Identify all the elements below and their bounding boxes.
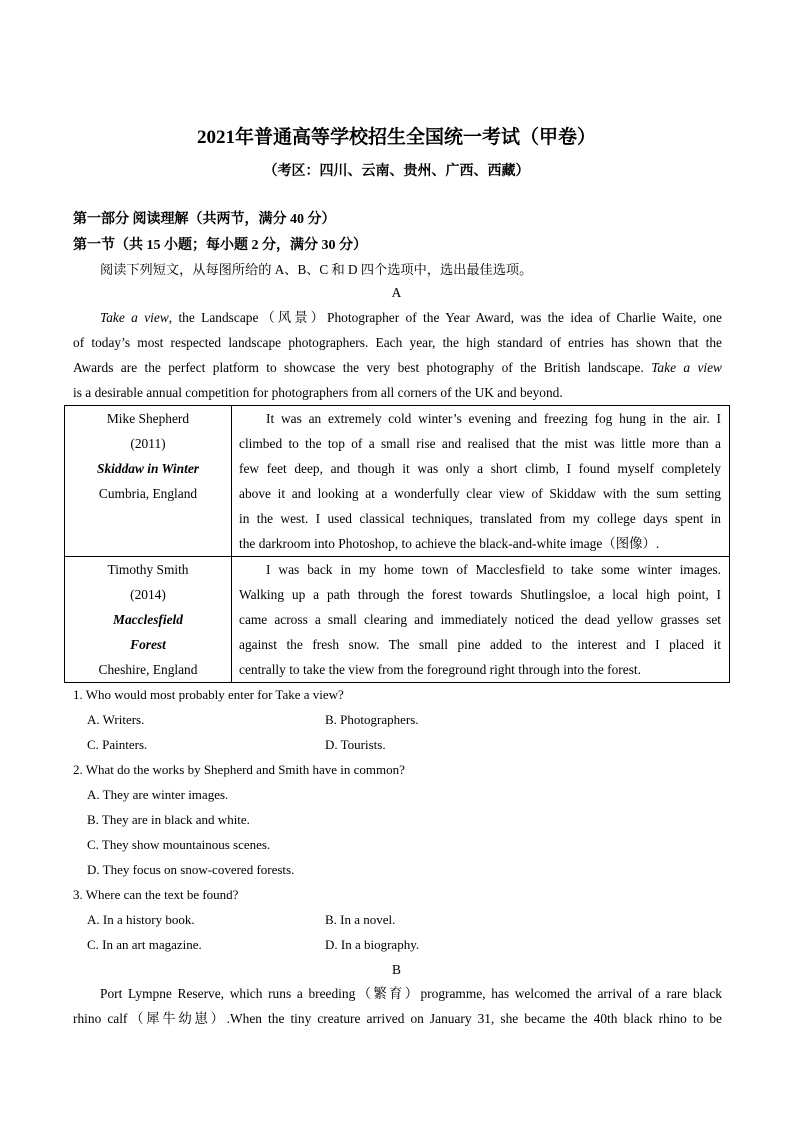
entry-text-line: above it and looking at a wonderfully clear view of Skiddaw with the sum setting xyxy=(239,486,721,501)
question-3-option-a[interactable]: A. In a history book. xyxy=(87,912,195,927)
work-title: Skiddaw in Winter xyxy=(97,461,199,476)
entry-text-line: It was an extremely cold winter’s evening and freezing fog hung in the air. I xyxy=(266,411,721,426)
work-title: Macclesfield xyxy=(113,612,183,627)
question-1-option-c[interactable]: C. Painters. xyxy=(87,737,148,752)
question-3-stem: 3. Where can the text be found? xyxy=(73,887,239,902)
question-2-option-c[interactable]: C. They show mountainous scenes. xyxy=(87,837,271,852)
passage-a-intro xyxy=(73,305,722,405)
photographer-name: Timothy Smith xyxy=(107,562,189,577)
photographer-name: Mike Shepherd xyxy=(106,411,190,426)
entry-text-line: against the fresh snow. The small pine added to the interest and I placed it xyxy=(239,637,721,652)
question-1-stem: 1. Who would most probably enter for Take a view? xyxy=(73,687,344,702)
entry-text-line: I was back in my home town of Macclesfield to take some winter images. xyxy=(266,562,721,577)
question-2-stem: 2. What do the works by Shepherd and Smith have in common? xyxy=(73,762,405,777)
question-1-option-d[interactable]: D. Tourists. xyxy=(325,737,386,752)
question-1-option-a[interactable]: A. Writers. xyxy=(87,712,145,727)
award-entries-table xyxy=(64,405,730,683)
intro-line-1-text: Take a view, the Landscape（风景）Photographer of the Year Award, was the idea of Charlie Waite, one xyxy=(100,310,722,325)
intro-line-4: is a desirable annual competition for photographers from all corners of the UK and beyond. xyxy=(73,385,563,400)
question-2-option-b[interactable]: B. They are in black and white. xyxy=(87,812,250,827)
entry-year: (2011) xyxy=(130,436,166,451)
intro-line-1 xyxy=(73,305,722,330)
question-3-option-d[interactable]: D. In a biography. xyxy=(325,937,420,952)
entry-text-line: came across a small clearing and immediately noticed the dead yellow grasses set xyxy=(239,612,721,627)
entry-info-cell xyxy=(65,406,232,557)
exam-subtitle: （考区：四川、云南、贵州、广西、西藏） xyxy=(263,164,530,179)
table-row xyxy=(65,557,730,683)
work-title: Forest xyxy=(130,637,166,652)
entry-place: Cumbria, England xyxy=(98,486,198,501)
entry-text-line: Walking up a path through the forest towards Shutlingsloe, a local high point, I xyxy=(239,587,721,602)
intro-line-2: of today’s most respected landscape photographers. Each year, the high standard of entries has shown that the xyxy=(73,335,722,350)
entry-text-cell xyxy=(232,557,730,683)
entry-text-line: few feet deep, and though it was only a short climb, I found myself completely xyxy=(239,461,721,476)
question-1-option-b[interactable]: B. Photographers. xyxy=(325,712,419,727)
entry-text-line: centrally to take the view from the foreground right through into the forest. xyxy=(239,662,641,677)
question-3-option-c[interactable]: C. In an art magazine. xyxy=(87,937,202,952)
entry-place: Cheshire, England xyxy=(98,662,198,677)
entry-year: (2014) xyxy=(130,587,166,602)
entry-text-cell xyxy=(232,406,730,557)
entry-text-line: in the west. I used classical techniques, translated from my college days spent in xyxy=(239,511,721,526)
section-heading: 第一节（共 15 小题；每小题 2 分，满分 30 分） xyxy=(73,238,367,253)
entry-text-line: climbed to the top of a small rise and realised that the mist was little more than a xyxy=(239,436,721,451)
part-heading: 第一部分 阅读理解（共两节，满分 40 分） xyxy=(73,212,336,227)
entry-text-line: the darkroom into Photoshop, to achieve the black-and-white image（图像）. xyxy=(239,536,660,551)
question-2-option-d[interactable]: D. They focus on snow-covered forests. xyxy=(87,862,295,877)
exam-title: 2021年普通高等学校招生全国统一考试（甲卷） xyxy=(196,127,596,148)
question-2-option-a[interactable]: A. They are winter images. xyxy=(87,787,229,802)
question-3-option-b[interactable]: B. In a novel. xyxy=(325,912,396,927)
passage-b-line-2: rhino calf（犀牛幼崽）.When the tiny creature arrived on January 31, she became the 40th black rhino to be xyxy=(73,1011,722,1026)
passage-a-label: A xyxy=(391,285,402,300)
passage-b-text xyxy=(73,981,722,1031)
entry-info-cell xyxy=(65,557,232,683)
passage-b-line-1: Port Lympne Reserve, which runs a breeding（繁育）programme, has welcomed the arrival of a rare black xyxy=(100,986,722,1001)
instruction-text: 阅读下列短文，从每图所给的 A、B、C 和 D 四个选项中，选出最佳选项。 xyxy=(100,262,533,277)
passage-b-label: B xyxy=(392,962,401,977)
intro-line-3: Awards are the perfect platform to showcase the very best photography of the British landscape. Take a view xyxy=(73,360,722,375)
table-row xyxy=(65,406,730,557)
